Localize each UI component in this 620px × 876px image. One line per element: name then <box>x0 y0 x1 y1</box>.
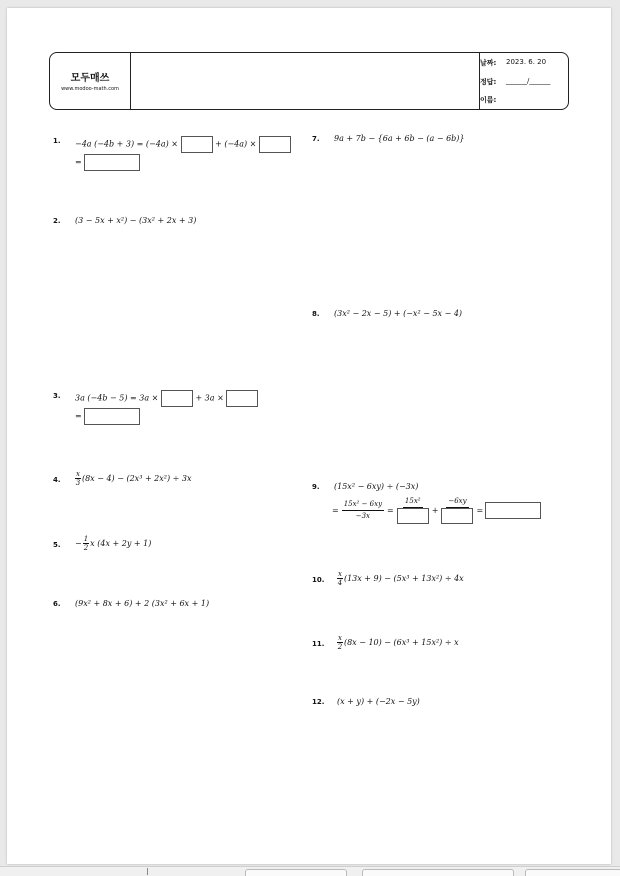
fraction-denominator: 4 <box>337 579 343 587</box>
problem-1-number: 1. <box>53 137 61 145</box>
problem-5-number: 5. <box>53 541 61 549</box>
bottom-bar-separator <box>147 868 148 875</box>
worksheet-header <box>49 52 569 110</box>
problem-3-line2 <box>75 408 140 425</box>
answer-box[interactable] <box>226 390 258 407</box>
fraction-numerator: 15x² − 6xy <box>342 499 384 511</box>
problem-11-rest: (8x − 10) − (6x³ + 15x²) ÷ x <box>343 638 459 647</box>
problem-4-number: 4. <box>53 476 61 484</box>
problem-9-fraction-2 <box>397 496 429 524</box>
problem-3-text-a: 3a (−4b − 5) = 3a × <box>75 393 159 403</box>
answer-box[interactable] <box>485 502 541 519</box>
problem-9-fraction-3 <box>441 496 473 524</box>
info-cell <box>480 53 568 109</box>
answer-row <box>480 77 551 87</box>
answer-label: 정답: <box>480 78 497 86</box>
problem-12-expression: (x + y) + (−2x − 5y) <box>337 697 420 706</box>
fraction-denominator: 2 <box>337 643 343 651</box>
fraction-numerator: x <box>338 634 342 642</box>
problem-2-number: 2. <box>53 217 61 225</box>
problem-1-eq: = <box>75 157 82 167</box>
brand-cell <box>50 53 131 109</box>
name-row <box>480 95 496 105</box>
problem-10-expression <box>337 570 464 587</box>
problem-11-expression <box>337 634 459 651</box>
fraction-numerator: x <box>338 570 342 578</box>
fraction-numerator: −6xy <box>446 496 468 508</box>
problem-9-line2 <box>332 496 541 524</box>
problem-5-fraction <box>83 535 89 552</box>
problem-4-fraction <box>75 470 81 487</box>
problem-8-expression: (3x² − 2x − 5) + (−x² − 5x − 4) <box>334 309 463 318</box>
problem-3-eq: = <box>75 411 82 421</box>
problem-3-text-b: + 3a × <box>195 393 224 403</box>
problem-3-line1 <box>75 390 258 407</box>
problem-10-fraction <box>337 570 343 587</box>
answer-box[interactable] <box>441 508 473 524</box>
fraction-numerator: 1 <box>83 535 89 543</box>
problem-5-rest: x (4x + 2y + 1) <box>90 539 152 548</box>
problem-7-number: 7. <box>312 135 320 143</box>
problem-1-text-b: + (−4a) × <box>215 139 257 149</box>
problem-10-rest: (13x + 9) − (5x³ + 13x²) ÷ 4x <box>343 574 464 583</box>
title-cell <box>131 53 480 109</box>
problem-7-expression: 9a + 7b − {6a + 6b − (a − 6b)} <box>334 134 465 143</box>
worksheet-page <box>7 8 611 864</box>
brand-url: www.modoo-math.com <box>61 86 119 92</box>
problem-1-text-a: −4a (−4b + 3) = (−4a) × <box>75 139 178 149</box>
problem-4-expression <box>75 470 192 487</box>
problem-8-number: 8. <box>312 310 320 318</box>
answer-value: ______/______ <box>506 77 551 85</box>
date-value: 2023. 6. 20 <box>506 58 547 66</box>
fraction-numerator: x <box>76 470 80 478</box>
answer-box[interactable] <box>181 136 213 153</box>
problem-9-number: 9. <box>312 483 320 491</box>
problem-5-sign: − <box>75 539 82 548</box>
problem-1-line1 <box>75 136 291 153</box>
answer-box[interactable] <box>84 408 140 425</box>
answer-box[interactable] <box>397 508 429 524</box>
brand-name: 모두매쓰 <box>70 73 110 84</box>
problem-2-expression: (3 − 5x + x²) − (3x² + 2x + 3) <box>75 216 197 225</box>
answer-box[interactable] <box>259 136 291 153</box>
problem-9-eq: = <box>332 505 339 515</box>
problem-9-fraction-1 <box>342 499 384 522</box>
problem-3-number: 3. <box>53 392 61 400</box>
date-label: 날짜: <box>480 59 497 67</box>
date-row <box>480 58 547 68</box>
fraction-numerator: 15x² <box>403 496 423 508</box>
problem-9-eq2: = <box>387 505 394 515</box>
problem-5-expression <box>75 535 151 552</box>
problem-12-number: 12. <box>312 698 325 706</box>
problem-11-fraction <box>337 634 343 651</box>
fraction-denominator: 2 <box>83 544 89 552</box>
name-label: 이름: <box>480 96 497 104</box>
answer-box[interactable] <box>84 154 140 171</box>
problem-11-number: 11. <box>312 640 325 648</box>
answer-box[interactable] <box>161 390 193 407</box>
fraction-denominator: −3x <box>355 511 371 520</box>
problem-6-number: 6. <box>53 600 61 608</box>
problem-9-eq3: = <box>476 505 484 515</box>
problem-9-line1: (15x² − 6xy) ÷ (−3x) <box>334 482 419 491</box>
problem-4-rest: (8x − 4) − (2x³ + 2x²) ÷ 3x <box>81 474 192 483</box>
problem-10-number: 10. <box>312 576 325 584</box>
fraction-denominator: 3 <box>75 479 81 487</box>
problem-9-plus: + <box>431 505 439 515</box>
problem-6-expression: (9x² + 8x + 6) + 2 (3x² + 6x + 1) <box>75 599 210 608</box>
problem-1-line2 <box>75 154 140 171</box>
